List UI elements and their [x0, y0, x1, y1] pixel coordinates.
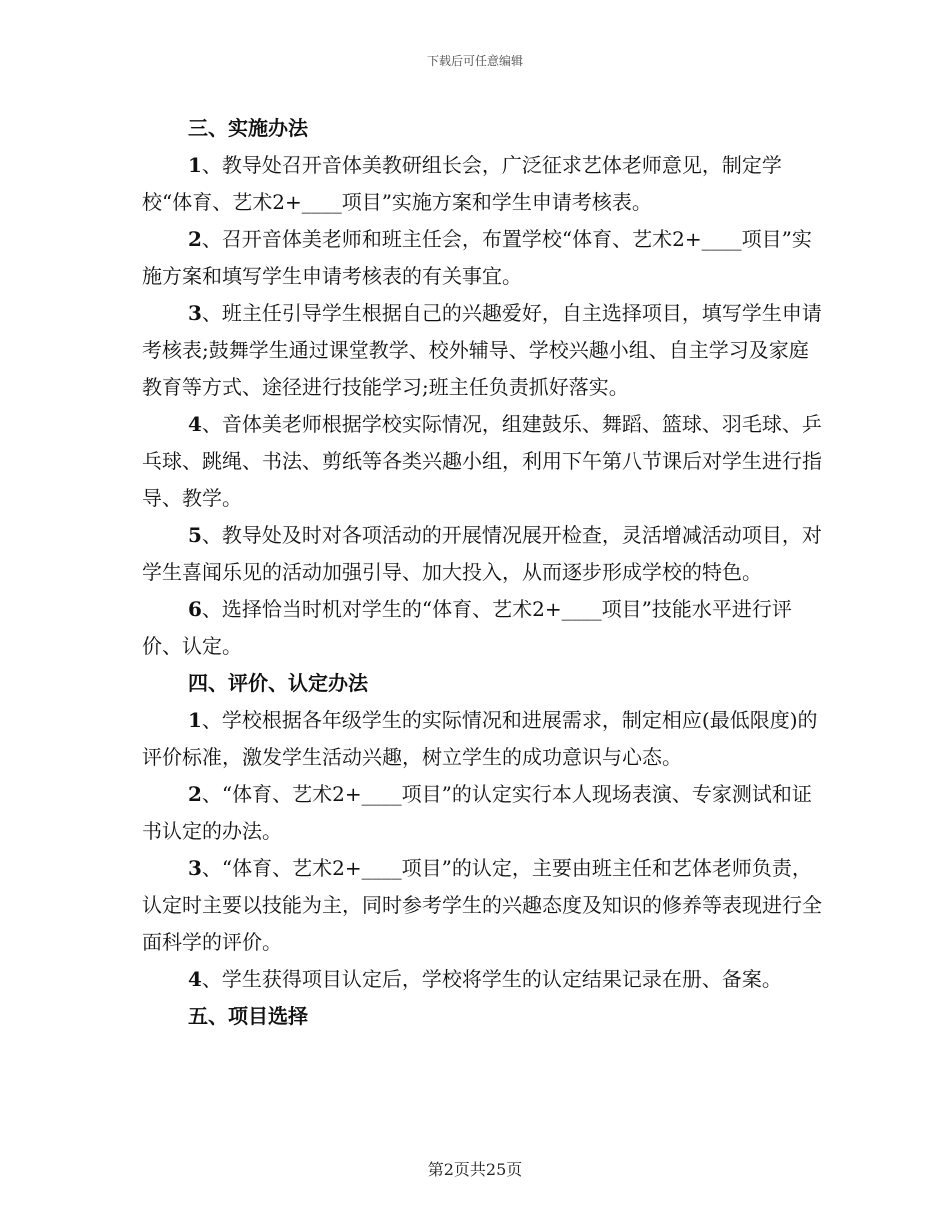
item-text: 、教导处及时对各项活动的开展情况展开检查，灵活增减活动项目，对学生喜闻乐见的活动加强引导、加大投入，从而逐步形成学校的特色。: [142, 523, 822, 584]
paragraph: [142, 295, 822, 406]
paragraph: [142, 406, 822, 517]
item-text: 、“体育、艺术2+____项目”的认定，主要由班主任和艺体老师负责，认定时主要以技能为主，同时参考学生的兴趣态度及知识的修养等表现进行全面科学的评价。: [142, 856, 822, 954]
item-number: 4: [188, 967, 202, 991]
item-text: 、音体美老师根据学校实际情况，组建鼓乐、舞蹈、篮球、羽毛球、乒乓球、跳绳、书法、剪纸等各类兴趣小组，利用下午第八节课后对学生进行指导、教学。: [142, 412, 822, 510]
item-number: 4: [188, 412, 202, 436]
item-text: 、班主任引导学生根据自己的兴趣爱好，自主选择项目，填写学生申请考核表;鼓舞学生通过课堂教学、校外辅导、学校兴趣小组、自主学习及家庭教育等方式、途径进行技能学习;班主任负责抓好落实。: [142, 301, 822, 399]
section-heading-project-selection: 五、项目选择: [188, 1004, 308, 1028]
item-number: 5: [188, 523, 202, 547]
item-number: 2: [188, 782, 202, 806]
paragraph: [142, 147, 822, 221]
paragraph: [142, 850, 822, 961]
paragraph: [142, 517, 822, 591]
page-number-footer: 第2页共25页: [427, 1160, 523, 1179]
item-number: 1: [188, 708, 202, 732]
section-heading-implementation: 三、实施办法: [188, 116, 308, 140]
item-text: 、召开音体美老师和班主任会，布置学校“体育、艺术2+____项目”实施方案和填写学生申请考核表的有关事宜。: [142, 227, 812, 288]
page-header-note: 下载后可任意编辑: [426, 54, 523, 68]
document-body: [142, 110, 822, 1035]
paragraph: [142, 702, 822, 776]
item-number: 3: [188, 301, 202, 325]
item-text: 、“体育、艺术2+____项目”的认定实行本人现场表演、专家测试和证书认定的办法。: [142, 782, 812, 843]
item-text: 、学校根据各年级学生的实际情况和进展需求，制定相应(最低限度)的评价标准，激发学生活动兴趣，树立学生的成功意识与心态。: [142, 708, 818, 769]
paragraph: [142, 961, 822, 998]
item-number: 6: [188, 597, 202, 621]
item-text: 、教导处召开音体美教研组长会，广泛征求艺体老师意见，制定学校“体育、艺术2+____项目”实施方案和学生申请考核表。: [142, 153, 782, 214]
paragraph: [142, 221, 822, 295]
item-number: 2: [188, 227, 202, 251]
item-number: 1: [188, 153, 202, 177]
item-text: 、选择恰当时机对学生的“体育、艺术2+____项目”技能水平进行评价、认定。: [142, 597, 792, 658]
paragraph: [142, 776, 822, 850]
section-heading-evaluation: 四、评价、认定办法: [188, 671, 368, 695]
paragraph: [142, 591, 822, 665]
item-text: 、学生获得项目认定后，学校将学生的认定结果记录在册、备案。: [201, 967, 782, 991]
item-number: 3: [188, 856, 202, 880]
